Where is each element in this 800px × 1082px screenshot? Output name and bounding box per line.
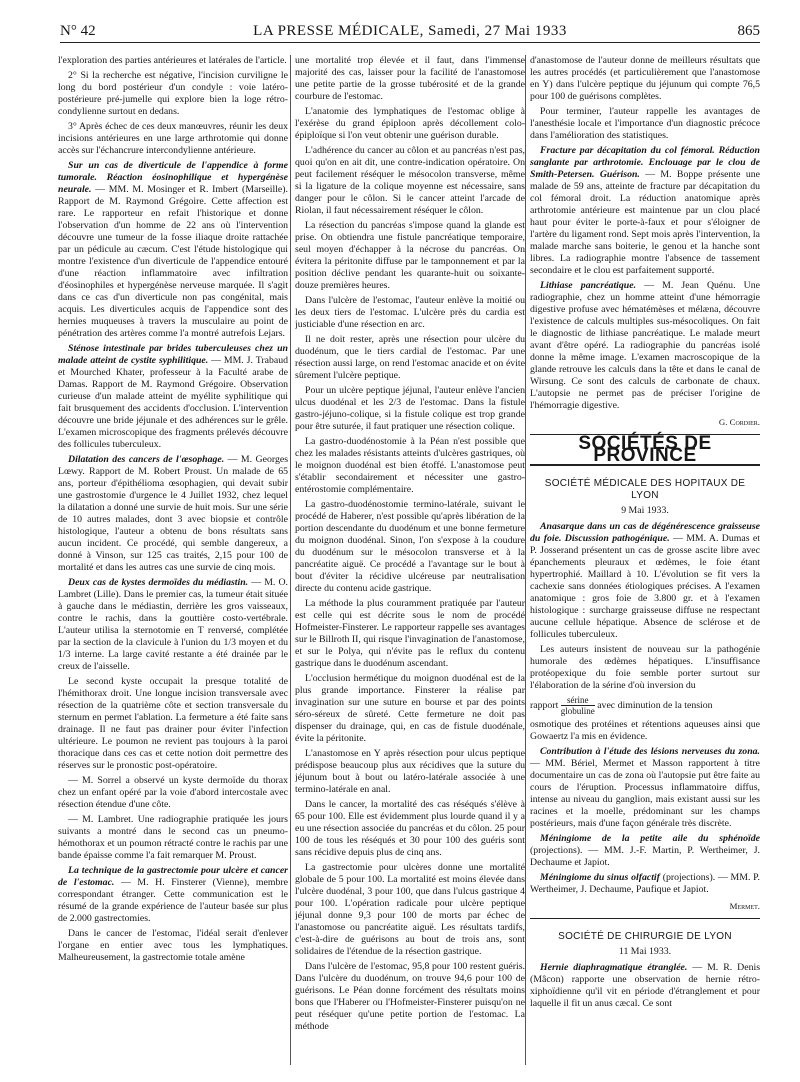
- paragraph: La gastro-duodénostomie à la Péan n'est possible que chez les malades résistants atteints d'ulcères gastriques, où le moignon duodénal est bien étoffé. L'anastomose peut s'établir secondairement et nécessiter une gastro-entérostomie complémentaire.: [295, 436, 525, 495]
- article-title: Sur un cas de diverticule de l'appendice à forme tumorale. Réaction éosinophilique et hypergénèse neurale.: [58, 160, 288, 195]
- author-signature: G. Cordier.: [718, 417, 760, 427]
- paragraph: Pour un ulcère peptique jéjunal, l'auteur enlève l'ancien ulcus duodénal et les 2/3 de l'estomac. Dans la fistule gastro-jéjuno-colique, si la fistule colique est trop grande pour être suturée, il faut pratiquer une résection colique.: [295, 385, 525, 432]
- society-heading: SOCIÉTÉ MÉDICALE DES HOPITAUX DE LYON: [544, 478, 746, 501]
- article-body: — M. H. Finsterer (Vienne), membre correspondant étranger. Cette communication est le résumé de la grande expérience de l'auteur basée sur plus de 2.000 gastrectomies.: [58, 877, 288, 924]
- paragraph: 3° Après échec de ces deux manœuvres, réunir les deux incisions antérieures en une large arthrotomie qui donne accès sur l'échancrure intercondylienne antérieure.: [58, 121, 288, 156]
- article-title: La technique de la gastrectomie pour ulcère et cancer de l'estomac.: [58, 865, 288, 888]
- column-divider: [525, 55, 526, 1065]
- ratio-fraction: [561, 695, 595, 716]
- section-heading: SOCIÉTÉS DE PROVINCE: [578, 433, 712, 466]
- paragraph: L'occlusion hermétique du moignon duodénal est de la plus grande importance. Finsterer la réalise par invagination sur une suture en bourse et par des points séro-séreux de sûreté. Cette fermeture ne doit pas dispenser du drainage, qui, en cas de fistule duodénale, évite la péritonite.: [295, 673, 525, 744]
- article-body: — MM. J. Trabaud et Mourched Khater, professeur à la Faculté arabe de Damas. Rapport de M. Raymond Grégoire. Observation curieuse d'un malade atteint de myélite syphilitique qui fait brusquement des accidents d'occlusion. L'intervention découvre une bride jéjunale et des adhérences sur le grêle. L'examen microscopique des fragments prélevés découvre des follicules tuberculeux.: [58, 355, 288, 450]
- article-title: Sténose intestinale par brides tuberculeuses chez un malade atteint de cystite syphilitique.: [58, 343, 288, 366]
- column-2: [295, 55, 525, 1065]
- ratio-text: avec diminution de la tension: [597, 699, 713, 711]
- column-divider: [290, 55, 291, 1065]
- article-body: — M. O. Lambret (Lille). Dans le premier cas, la tumeur était située à gauche dans le médiastin, derrière les gros vaisseaux, contre le rachis, dans la gouttière costo-vertébrale. L'auteur utilisa la sternotomie en T renversé, complétée par la section de la clavicule à l'union du 1/3 moyen et du 1/3 interne. La large cavité restante a été drainée par le creux de l'aisselle.: [58, 577, 288, 672]
- paragraph: Dans le cancer de l'estomac, l'idéal serait d'enlever l'organe en entier avec tous les lymphatiques. Malheureusement, la gastrectomie totale amène: [58, 928, 288, 963]
- paragraph: Dans l'ulcère de l'estomac, 95,8 pour 100 restent guéris. Dans l'ulcère du duodénum, on trouve 94,6 pour 100 de guérisons. Le Péan donne forcément des résultats moins bons que l'Haberer ou l'Hofmeister-Finsterer puisqu'on ne peut réséquer qu'une petite portion de l'estomac. La méthode: [295, 961, 525, 1032]
- paragraph: d'anastomose de l'auteur donne de meilleurs résultats que les autres procédés (et particulièrement que l'anastomose en Y) dans l'ulcère peptique du jéjunum qui compte 76,5 pour 100 de guérisons complètes.: [530, 55, 760, 102]
- article-title: Anasarque dans un cas de dégénérescence graisseuse du foie. Discussion pathogénique.: [530, 521, 760, 544]
- paragraph: L'anatomie des lymphatiques de l'estomac oblige à l'exérèse du grand épiploon après décollement colo-épiploïque si l'on veut obtenir une guérison durable.: [295, 106, 525, 141]
- article-kystes: [58, 577, 288, 673]
- paragraph: Dans le cancer, la mortalité des cas réséqués s'élève à 65 pour 100. Elle est évidemment plus lourde quand il y a eu une résection associée du pancréas et du côlon. 25 pour 100 de tous les réséqués et 30 pour 100 des guéris sont sans récidive depuis plus de cinq ans.: [295, 799, 525, 858]
- paragraph: Dans l'ulcère de l'estomac, l'auteur enlève la moitié ou les deux tiers de l'estomac. L'ulcère près du cardia est justiciable d'une résection en arc.: [295, 295, 525, 330]
- article-lithiase: [530, 280, 760, 412]
- article-hernie: [530, 962, 760, 1010]
- article-title: Méningiome de la petite aile du sphénoïde: [540, 833, 760, 844]
- article-zona: [530, 746, 760, 830]
- ratio-label: rapport: [530, 699, 559, 711]
- paragraph: — M. Lambret. Une radiographie pratiquée les jours suivants a montré dans le second cas un pneumo-hémothorax et un poumon rétracté contre le rachis par une bande épaisse comme l'a fait remarquer M. Proust.: [58, 814, 288, 861]
- ratio-denominator: globuline: [560, 706, 595, 716]
- article-diverticule: [58, 160, 288, 340]
- article-body: — MM. A. Dumas et P. Josserand présentent un cas de grosse ascite libre avec épanchements pleuraux et œdèmes, le foie étant hypertrophié. Maillard à 10. L'évolution se fit vers la cachexie sans données étiologiques précises. A l'examen anatomique : gros foie de 3.800 gr. et à l'examen histologique : surcharge graisseuse diffuse ne respectant aucune cellule hépatique. Absence de sclérose et de follicules tuberculeux.: [530, 533, 760, 640]
- article-title: Hernie diaphragmatique étranglée.: [540, 962, 688, 973]
- article-body: — M. Georges Lœwy. Rapport de M. Robert Proust. Un malade de 65 ans, porteur d'épithélioma œsophagien, qui devait subir une gastrostomie d'urgence le 4 Juillet 1932, chez lequel la dilatation a donné une survie de huit mois. Sur une série de 10 autres malades, dont 3 avec biopsie et contrôle histologique, l'auteur a obtenu de bons résultats sans aucun incident. Ce procédé, qui semble dangereux, a donné à Vinson, sur 125 cas traités, 2,15 pour 100 de mortalité et dans les autres cas une survie de cinq mois.: [58, 454, 288, 573]
- paragraph: La gastro-duodénostomie termino-latérale, suivant le procédé de Haberer, n'est possible qu'après libération de la portion descendante du duodénum et une bonne fermeture du moignon duodénal. Sinon, l'on s'expose à la coudure du duodénum sur le mésocolon transverse et à la pancréatite aiguë. Ce procédé a l'avantage sur le bout à bout d'éviter la récidive ulcéreuse par neutralisation directe du contenu acide gastrique.: [295, 499, 525, 594]
- article-title: Méningiome du sinus olfactif: [540, 872, 660, 883]
- author-signature: Mermet.: [729, 901, 760, 911]
- paragraph: Le second kyste occupait la presque totalité de l'hémithorax droit. Une longue incision transversale avec résection de la quatrième côte et section transversale du sternum en permet l'ablation. La fermeture a été faite sans drainage. Il ne faut pas drainer pour éviter l'infection ultérieure. Le poumon ne revient pas toujours à la paroi thoracique dans ces cas et cette notion doit permettre des réserves sur le pronostic post-opératoire.: [58, 676, 288, 771]
- ratio-numerator: sérine: [561, 695, 595, 706]
- paragraph: Les auteurs insistent de nouveau sur la pathogénie humorale des œdèmes hépatiques. L'insuffisance protéopexique du foie semble porter surtout sur l'élaboration de la sérine d'où inversion du: [530, 644, 760, 691]
- issue-number: N° 42: [60, 23, 96, 39]
- column-1: [58, 55, 288, 1065]
- article-title: Fracture par décapitation du col fémoral. Réduction sanglante par arthrotomie. Enclouage par le clou de Smith-Petersen. Guérison.: [530, 145, 760, 180]
- society-heading: SOCIÉTÉ DE CHIRURGIE DE LYON: [558, 931, 732, 942]
- article-stenose: [58, 343, 288, 451]
- article-title: Lithiase pancréatique.: [540, 280, 637, 291]
- article-gastrectomie: [58, 865, 288, 925]
- paragraph: osmotique des protéines et rétentions aqueuses ainsi que Gowaertz l'a mis en évidence.: [530, 719, 760, 742]
- paragraph: La gastrectomie pour ulcères donne une mortalité globale de 5 pour 100. La mortalité est moins élevée dans l'ulcère duodénal, 3 pour 100, que dans l'ulcus gastrique 4 pour 100. L'opération radicale pour ulcère peptique jéjunal donne 9,3 pour 100 de morts par échec de l'anastomose ou pancréatite aiguë. Les résultats tardifs, c'est-à-dire de guérisons au bout de trois ans, sont solidaires de l'étendue de la résection gastrique.: [295, 862, 525, 957]
- paragraph: La méthode la plus couramment pratiquée par l'auteur est celle qui est décrite sous le nom de procédé Hofmeister-Finsterer. Le rapporteur rappelle ses avantages sur le Billroth II, qui risque l'invagination de l'anastomose, et sur le Polya, qui n'évite pas le reflux du contenu gastrique dans le duodénum ascendant.: [295, 598, 525, 669]
- page-header: [60, 18, 760, 43]
- journal-title: LA PRESSE MÉDICALE, Samedi, 27 Mai 1933: [253, 23, 567, 39]
- article-dilatation: [58, 454, 288, 574]
- article-body: — M. R. Denis (Mâcon) rapporte une observation de hernie rétro-xiphoïdienne qu'il vit en période d'étranglement et pour laquelle il fit un anus cæcal. Ce sont: [530, 962, 760, 1009]
- paragraph: Il ne doit rester, après une résection pour ulcère du duodénum, que le tiers cardial de l'estomac. Par une résection aussi large, on rend l'estomac anacide et on évite sûrement l'ulcère peptique.: [295, 334, 525, 381]
- article-title: Deux cas de kystes dermoïdes du médiastin.: [68, 577, 249, 588]
- session-date: 11 Mai 1933.: [618, 946, 672, 957]
- paragraph: L'adhérence du cancer au côlon et au pancréas n'est pas, quoi qu'on en ait dit, une contre-indication opératoire. On peut facilement réséquer le mésocolon transverse, même si la ligature de la colique moyenne est nécessaire, sans danger pour le côlon. Si le cancer atteint l'arcade de Riolan, il faut nécessairement réséquer le côlon.: [295, 145, 525, 216]
- article-title: Dilatation des cancers de l'œsophage.: [68, 454, 225, 465]
- article-body: — MM. Bériel, Mermet et Masson rapportent à titre documentaire un cas de zona où l'autopsie put être faite au cours de l'éruption. Processus inflammatoire diffus, intense au niveau du ganglion, mais existant aussi sur les racines et la moelle, prédominant sur les champs postérieurs, mais d'une façon générale très discrète.: [530, 758, 760, 829]
- article-meningiome-olfactif: [530, 872, 760, 896]
- section-rule: [530, 918, 760, 919]
- session-date: 9 Mai 1933.: [621, 505, 669, 516]
- article-body: (projections). — MM. P. Wertheimer, J. Dechaume, Paufique et Japiot.: [530, 872, 760, 895]
- paragraph: La résection du pancréas s'impose quand la glande est prise. On obtiendra une fistule pancréatique temporaire, seul moyen d'échapper à la nécrose du pancréas. On évitera la péritonite diffuse par le tamponnement et par la position déclive pendant les quarante-huit ou soixante-douze premières heures.: [295, 220, 525, 291]
- article-body: — M. Boppe présente une malade de 59 ans, atteinte de fracture par décapitation du col fémoral droit. La réduction anatomique après arthrotomie antérieure est maintenue par un clou placé haut pour éviter le porte-à-faux et pour s'éloigner de l'artère du ligament rond. Sept mois après l'intervention, la malade marche sans boiterie, le genou et la hanche sont libres. La radiographie montre l'absence de tassement secondaire et le clou est parfaitement supporté.: [530, 169, 760, 276]
- article-fracture: [530, 145, 760, 277]
- paragraph: Pour terminer, l'auteur rappelle les avantages de l'anesthésie locale et l'importance d'un diagnostic précoce dans l'amélioration des statistiques.: [530, 106, 760, 141]
- article-body: — MM. M. Mosinger et R. Imbert (Marseille). Rapport de M. Raymond Grégoire. Cette affection est rare. Le rapporteur en refait l'historique et donne l'observation d'un homme de 22 ans où l'intervention découvre une tumeur de la fosse iliaque droite rattachée par un pédicule au cæcum. C'est l'étude histologique qui montre l'existence d'un diverticule de l'appendice entouré d'une réaction inflammatoire avec infiltration d'éosinophiles et hypergénèse nerveuse marquée. Il s'agit dans ce cas d'un diverticule non pas congénital, mais acquis. Les diverticules acquis de l'appendice sont des hernies muqueuses à travers la musculaire au point de pénétration des artères comme l'a montré autrefois Lejars.: [58, 184, 288, 339]
- article-title: Contribution à l'étude des lésions nerveuses du zona.: [540, 746, 760, 757]
- paragraph: L'anastomose en Y après résection pour ulcus peptique prédispose beaucoup plus aux récidives que la suture du jéjunum bout à bout ou latéro-latérale associée à une termino-latérale en anal.: [295, 748, 525, 795]
- ratio-line: [530, 695, 760, 716]
- page-number: 865: [737, 23, 760, 39]
- article-body: (projections). — MM. J.-F. Martin, P. Wertheimer, J. Dechaume et Japiot.: [530, 845, 760, 868]
- paragraph: une mortalité trop élevée et il faut, dans l'immense majorité des cas, laisser pour la facilité de l'anastomose une petite partie de la grosse tubérosité et de la grande courbure de l'estomac.: [295, 55, 525, 102]
- paragraph: — M. Sorrel a observé un kyste dermoïde du thorax chez un enfant opéré par la voie d'abord intercostale avec résection étendue d'une côte.: [58, 775, 288, 810]
- column-3: [530, 55, 760, 1065]
- article-meningiome-sphenoide: [530, 833, 760, 869]
- article-body: — M. Jean Quénu. Une radiographie, chez un homme atteint d'une hémorragie digestive profuse avec hématémèses et mélæna, découvre l'existence de calculs multiples sus-mésocoliques. On fait le diagnostic de lithiase pancréatique. Le malade meurt avant d'être opéré. La radiographie du pancréas isolé donne la même image. L'examen macroscopique de la glande retrouve les calculs dans la tête et dans le canal de Wirsung. Ce sont des calculs de carbonate de chaux. L'autopsie ne permet pas de préciser l'origine de l'hémorragie digestive.: [530, 280, 760, 411]
- article-anasarque: [530, 521, 760, 641]
- paragraph: 2° Si la recherche est négative, l'incision curviligne le long du bord postérieur d'un condyle : voie latéro-postérieure pré-jumelle qui explore bien la loge rétro-condylienne surtout en dedans.: [58, 70, 288, 117]
- paragraph: l'exploration des parties antérieures et latérales de l'article.: [58, 55, 287, 66]
